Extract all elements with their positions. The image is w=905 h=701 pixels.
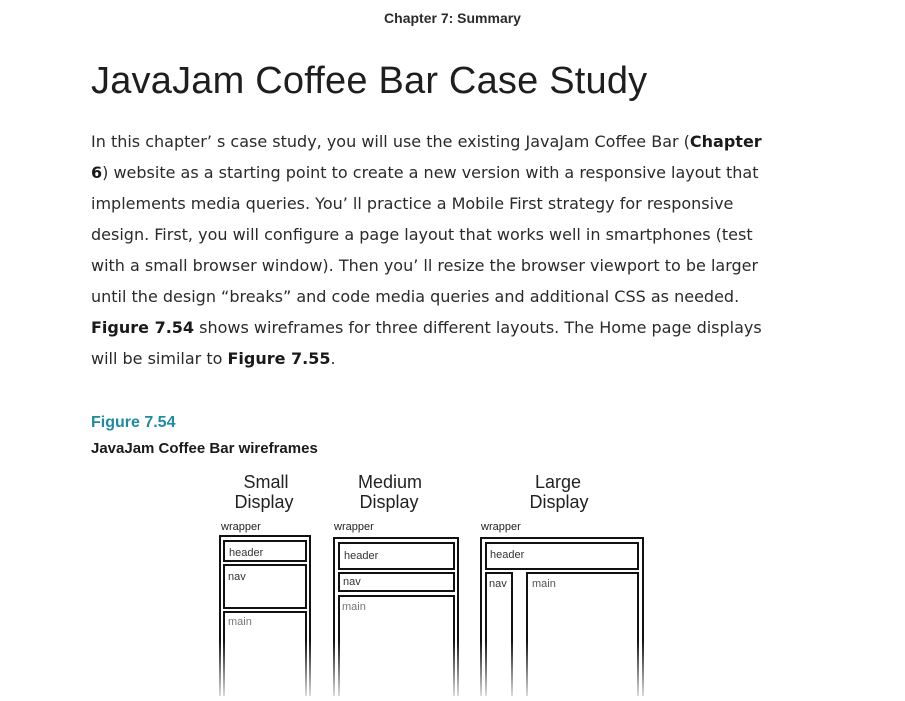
medium-wrapper-label: wrapper xyxy=(334,521,374,533)
bottom-fade-overlay xyxy=(0,640,905,696)
small-display-title-1: Small xyxy=(243,474,289,492)
paragraph-text: In this chapter’ s case study, you will use the existing JavaJam Coffee Bar ( xyxy=(91,132,690,151)
large-nav-label: nav xyxy=(489,578,507,590)
figure-7-54-reference: Figure 7.54 xyxy=(91,318,195,337)
medium-display-title-2: Display xyxy=(359,492,419,512)
large-display-title-1: Large xyxy=(534,474,582,492)
paragraph-text: . xyxy=(330,349,336,368)
chapter-header: Chapter 7: Summary xyxy=(384,10,521,26)
figure-caption: JavaJam Coffee Bar wireframes xyxy=(91,440,318,457)
medium-nav-label: nav xyxy=(343,576,361,588)
medium-display-title-1: Medium xyxy=(357,474,423,492)
chapter-6-reference: Chapter 6 xyxy=(91,132,762,182)
large-display-title-2: Display xyxy=(529,492,589,512)
small-header-label: header xyxy=(229,547,264,559)
page-title: JavaJam Coffee Bar Case Study xyxy=(91,60,648,102)
small-display-title-2: Display xyxy=(234,492,294,512)
figure-number: Figure 7.54 xyxy=(91,414,176,431)
small-nav-label: nav xyxy=(228,571,246,583)
medium-header-label: header xyxy=(344,550,379,562)
paragraph-text: shows wireframes for three different layouts. The Home page displays will be similar to xyxy=(91,318,762,368)
medium-main-label: main xyxy=(342,601,366,613)
small-main-label: main xyxy=(228,616,252,628)
large-wrapper-label: wrapper xyxy=(481,521,521,533)
paragraph-text: ) website as a starting point to create a new version with a responsive layout that implements media queries. You’ ll practice a Mobile First strategy for responsive design. First, you will configure a page layout that works well in smartphones (test with a small browser window). Then you’ ll resize the browser viewport to be larger until the design “breaks” and code media queries and additional CSS as needed. xyxy=(91,163,759,306)
large-main-label: main xyxy=(532,578,556,590)
large-header-label: header xyxy=(490,549,525,561)
small-wrapper-label: wrapper xyxy=(221,521,261,533)
figure-7-55-reference: Figure 7.55 xyxy=(227,349,331,368)
intro-paragraph xyxy=(91,126,781,374)
